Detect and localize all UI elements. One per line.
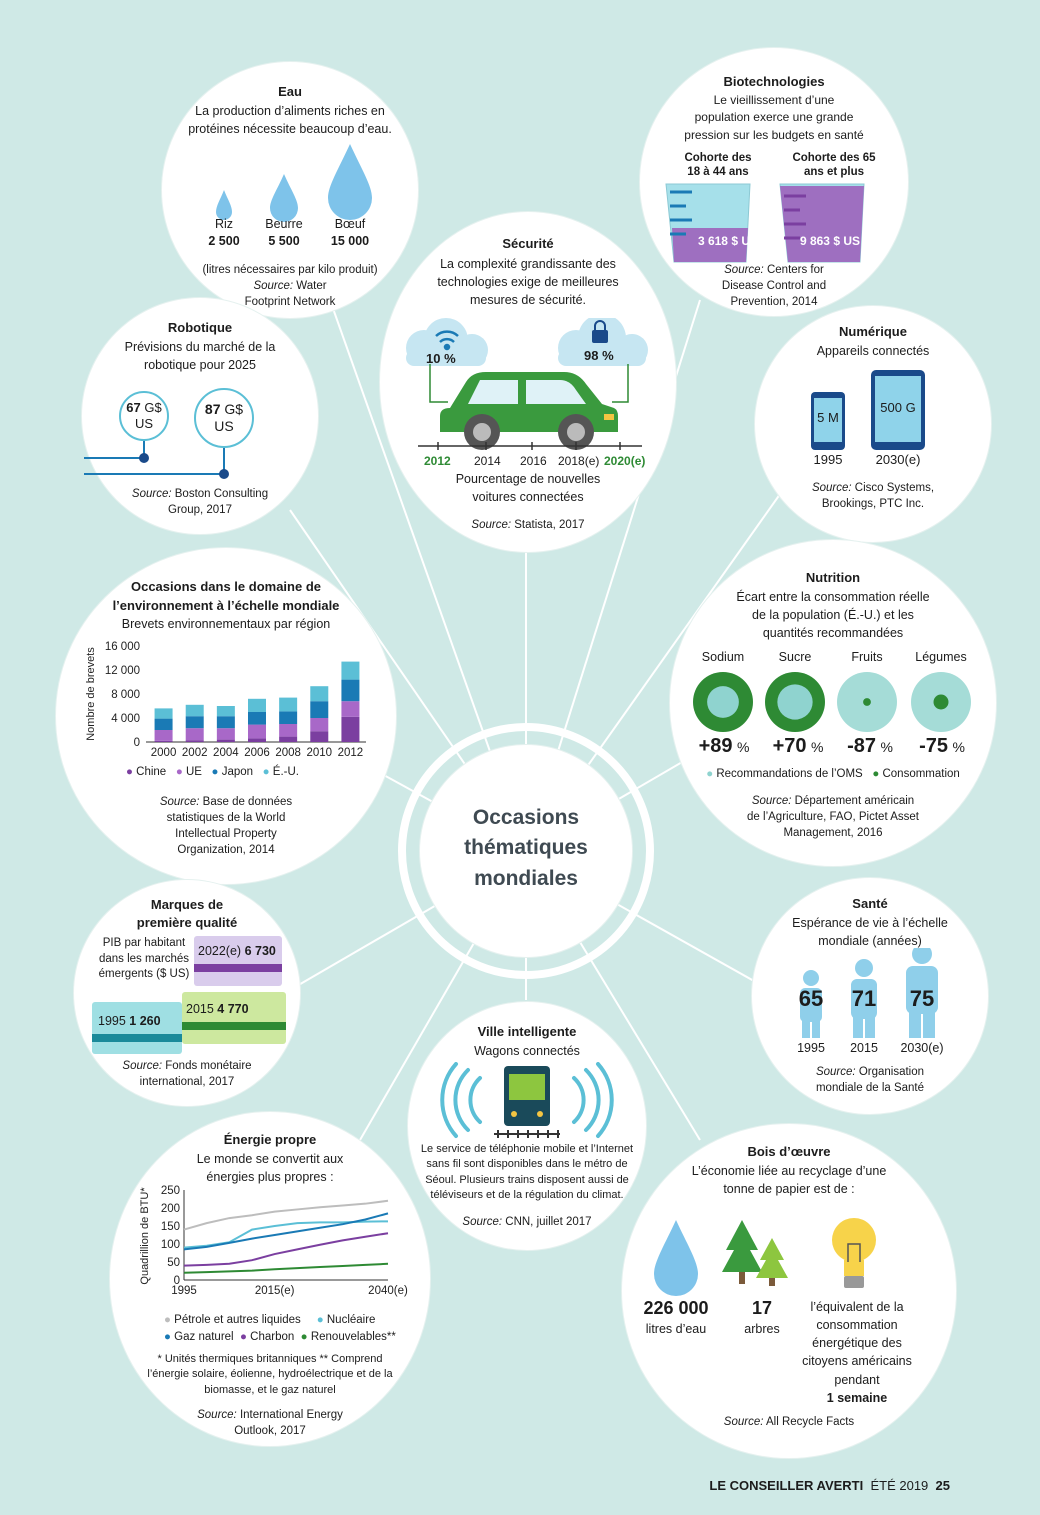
water-item-butter: Beurre 5 500	[265, 217, 303, 248]
center-circle	[420, 745, 632, 957]
bar-2002-UE	[186, 728, 204, 740]
line-Charbon	[184, 1233, 388, 1265]
nutrition-circle	[670, 540, 996, 866]
device1-year: 1995	[813, 452, 843, 467]
y-tick-label: 4 000	[111, 713, 140, 725]
signal-icon-left	[442, 1064, 480, 1136]
brands-body: PIB par habitant dans les marchés émergents ($ US)	[98, 937, 190, 981]
wood-energy-text: l’équivalent de la consommation énergétique des citoyens américains pendant 1 semaine	[802, 1300, 912, 1405]
x-tick-label: 2004	[213, 747, 239, 759]
energy-title: Énergie propre	[223, 1132, 317, 1147]
security-title: Sécurité	[502, 236, 554, 251]
bar-2008-É.-U.	[279, 698, 297, 712]
brands-card-2015: 2015 4 770	[182, 992, 286, 1044]
security-body: La complexité grandissante des technologies exige de meilleures mesures de sécurité.	[437, 257, 619, 308]
bar-2000-Japon	[155, 719, 173, 730]
bar-2000-É.-U.	[155, 708, 173, 718]
energy-chart	[110, 1182, 430, 1302]
robotics-value-1: 67 G$ US	[126, 400, 162, 431]
brands-card-1995: 1995 1 260	[92, 1002, 182, 1054]
environment-title: Occasions dans le domaine de l’environnement à l’échelle mondiale	[112, 579, 340, 613]
bar-2012-Chine	[341, 717, 359, 742]
x-tick-label: 2000	[150, 747, 177, 759]
car-icon	[440, 372, 618, 450]
x-tick-label: 2015(e)	[254, 1285, 295, 1297]
robotics-source: Source: Boston Consulting Group, 2017	[131, 488, 269, 517]
bar-2006-Japon	[248, 712, 266, 725]
energy-note: * Unités thermiques britanniques ** Comprend l’énergie solaire, éolienne, hydroélectrique et de la biomasse, et le gaz naturel	[147, 1353, 393, 1396]
consumption-dot-Fruits	[863, 698, 871, 706]
nutrition-label-sodium: Sodium	[701, 650, 745, 664]
bar-2002-É.-U.	[186, 705, 204, 716]
legend-eu: É.-U.	[272, 766, 299, 778]
drop-icon-large	[328, 144, 372, 220]
health-year-1995: 1995	[797, 1041, 825, 1055]
wood-water-label: litres d’eau	[645, 1322, 707, 1336]
bar-2010-Chine	[310, 731, 328, 742]
device2-year: 2030(e)	[875, 452, 921, 467]
bar-2012-Japon	[341, 680, 359, 702]
biotech-body: Le vieillissement d’une population exerce une grande pression sur les budgets en santé	[684, 93, 864, 142]
robotics-value-2: 87 G$ US	[204, 401, 244, 434]
wood-body: L’économie liée au recyclage d’une tonne de papier est de :	[691, 1164, 887, 1197]
line-Nucléaire	[184, 1221, 388, 1247]
robotics-title: Robotique	[167, 320, 233, 335]
bar-2008-Chine	[279, 737, 297, 742]
smart-city-body: Le service de téléphonie mobile et l’Internet sans fil sont disponibles dans le métro de Séoul. Plusieurs trains disposent aussi de téléviseurs et de la régulation du climat.	[420, 1143, 634, 1202]
nutrition-rings	[670, 668, 996, 738]
bar-2000-Chine	[155, 741, 173, 742]
center-title: Occasions thématiques mondiales	[464, 806, 588, 890]
biotech-beakers	[664, 182, 894, 268]
bar-2012-É.-U.	[341, 662, 359, 680]
bar-2010-É.-U.	[310, 686, 328, 701]
environment-subtitle: Brevets environnementaux par région	[121, 617, 331, 631]
trees-icon	[722, 1220, 788, 1286]
biotech-title: Biotechnologies	[723, 74, 825, 89]
page-footer: LE CONSEILLER AVERTI ÉTÉ 2019 25	[709, 1478, 950, 1493]
energy-circle	[110, 1112, 430, 1446]
cohort1-label: Cohorte des 18 à 44 ans	[684, 152, 752, 178]
x-tick-label: 2008	[275, 747, 301, 759]
y-axis-label: Quadrillion de BTU*	[139, 1187, 151, 1285]
nutrition-value-legumes: -75 %	[919, 735, 965, 757]
health-source: Source: Organisation mondiale de la Santé	[815, 1066, 925, 1095]
nutrition-source: Source: Département américain de l’Agriculture, FAO, Pictet Asset Management, 2016	[747, 795, 919, 840]
security-caption: Pourcentage de nouvelles voitures connectées	[455, 472, 601, 505]
device1-value: 5 M	[817, 410, 839, 425]
health-year-2015: 2015	[850, 1041, 878, 1055]
x-tick-label: 2040(e)	[368, 1285, 408, 1297]
drop-icon-medium	[270, 174, 298, 222]
environment-circle	[56, 548, 396, 884]
security-year-2020: 2020(e)	[604, 454, 646, 468]
bar-2006-UE	[248, 725, 266, 739]
device2-value: 500 G	[880, 400, 916, 415]
security-car-graphic	[380, 318, 676, 468]
bar-2004-Chine	[217, 740, 235, 742]
legend-chine: Chine	[136, 766, 167, 778]
drop-icon	[654, 1220, 698, 1296]
nutrition-value-sodium: +89 %	[698, 735, 750, 757]
health-body: Espérance de vie à l’échelle mondiale (années)	[792, 916, 948, 949]
wood-water-value: 226 000	[643, 1298, 709, 1318]
y-tick-label: 50	[167, 1257, 180, 1269]
security-value-2020: 98 %	[584, 348, 614, 363]
environment-source: Source: Base de données statistiques de la World Intellectual Property Organization, 2014	[159, 796, 293, 857]
nutrition-value-sucre: +70 %	[772, 735, 824, 757]
y-tick-label: 250	[160, 1185, 180, 1197]
smart-city-train	[408, 1062, 646, 1148]
bar-2000-UE	[155, 730, 173, 741]
y-tick-label: 100	[160, 1239, 180, 1251]
biotech-circle	[640, 48, 908, 316]
consumption-dot-Légumes	[934, 695, 949, 710]
legend-japon: Japon	[221, 766, 254, 778]
digital-title: Numérique	[839, 324, 907, 339]
health-circle	[752, 878, 988, 1114]
drop-icon-small	[216, 190, 232, 220]
wood-graphics	[622, 1216, 956, 1296]
bar-2008-Japon	[279, 711, 297, 724]
x-tick-label: 1995	[171, 1285, 197, 1297]
y-axis-label: Nombre de brevets	[85, 647, 97, 741]
bar-2004-Japon	[217, 716, 235, 728]
nutrition-label-sucre: Sucre	[778, 650, 812, 664]
health-value-2030: 75	[909, 986, 935, 1011]
y-tick-label: 200	[160, 1203, 180, 1215]
security-source: Source: Statista, 2017	[471, 519, 585, 531]
energy-legend: ● Pétrole et autres liquides ● Nucléaire ● Gaz naturel ● Charbon ● Renouvelables**	[164, 1314, 396, 1344]
water-drops	[162, 142, 418, 222]
y-tick-label: 16 000	[104, 641, 140, 653]
environment-legend: ● Chine ● UE ● Japon ● É.-U.	[126, 766, 299, 778]
cohort1-value: 3 618 $ US	[697, 234, 758, 248]
bar-2002-Chine	[186, 740, 204, 742]
brands-title: Marques de première qualité	[136, 897, 238, 930]
security-year-2016: 2016	[520, 454, 547, 468]
y-tick-label: 8 000	[111, 689, 140, 701]
bar-2010-Japon	[310, 701, 328, 718]
brands-card-2022: 2022(e) 6 730	[194, 936, 282, 986]
bar-2006-É.-U.	[248, 699, 266, 712]
security-year-2014: 2014	[474, 454, 501, 468]
wood-trees-value: 17	[751, 1298, 773, 1318]
health-year-2030: 2030(e)	[900, 1041, 944, 1055]
digital-circle	[755, 306, 991, 542]
legend-ue: UE	[185, 766, 202, 778]
security-year-2018: 2018(e)	[558, 454, 600, 468]
health-value-1995: 65	[798, 986, 824, 1011]
smart-city-subtitle: Wagons connectés	[474, 1044, 580, 1058]
nutrition-legend: ● Recommandations de l’OMS ● Consommation	[706, 768, 960, 780]
y-tick-label: 150	[160, 1221, 180, 1233]
x-tick-label: 2012	[337, 747, 364, 759]
nutrition-label-fruits: Fruits	[851, 650, 883, 664]
lightbulb-icon	[832, 1218, 876, 1288]
y-tick-label: 0	[133, 737, 140, 749]
nutrition-body: Écart entre la consommation réelle de la population (É.-U.) et les quantités recommandées	[736, 590, 930, 641]
water-body: La production d’aliments riches en protéines nécessite beaucoup d’eau.	[188, 104, 392, 137]
wood-trees-label: arbres	[744, 1322, 780, 1336]
wood-circle	[622, 1124, 956, 1458]
wood-source: Source: All Recycle Facts	[723, 1416, 855, 1428]
x-tick-label: 2010	[306, 747, 333, 759]
health-value-2015: 71	[851, 986, 877, 1011]
train-icon	[494, 1066, 560, 1138]
security-year-2012: 2012	[424, 454, 451, 468]
brands-source: Source: Fonds monétaire international, 2017	[122, 1060, 252, 1089]
robotics-circle	[82, 298, 318, 534]
wood-title: Bois d’œuvre	[747, 1144, 831, 1159]
nutrition-value-fruits: -87 %	[847, 735, 893, 757]
water-source: (litres nécessaires par kilo produit) Source: Water Footprint Network	[202, 264, 378, 309]
y-tick-label: 12 000	[104, 665, 140, 677]
bar-2006-Chine	[248, 738, 266, 742]
energy-body: Le monde se convertit aux énergies plus propres :	[196, 1152, 344, 1185]
bar-2002-Japon	[186, 716, 204, 728]
y-tick-label: 0	[173, 1275, 180, 1287]
x-tick-label: 2006	[244, 747, 270, 759]
signal-icon-right	[574, 1064, 612, 1136]
bar-2012-UE	[341, 701, 359, 717]
smart-city-source: Source: CNN, juillet 2017	[462, 1216, 592, 1228]
energy-source: Source: International Energy Outlook, 2017	[197, 1409, 343, 1438]
security-value-2012: 10 %	[426, 351, 456, 366]
brands-circle	[74, 880, 300, 1106]
nutrition-title: Nutrition	[805, 570, 861, 585]
bar-2008-UE	[279, 724, 297, 737]
robotics-body: Prévisions du marché de la robotique pour 2025	[124, 340, 276, 373]
x-tick-label: 2002	[181, 747, 208, 759]
water-title: Eau	[278, 84, 302, 99]
digital-body: Appareils connectés	[816, 344, 930, 358]
bar-2010-UE	[310, 718, 328, 731]
biotech-source: Source: Centers for Disease Control and Prevention, 2014	[721, 264, 827, 309]
digital-source: Source: Cisco Systems, Brookings, PTC Inc.	[811, 482, 935, 511]
smart-city-circle	[408, 1002, 646, 1250]
nutrition-label-legumes: Légumes	[915, 650, 967, 664]
cohort2-value: 9 863 $ US	[799, 234, 860, 248]
smart-city-title: Ville intelligente	[477, 1024, 577, 1039]
security-circle	[380, 212, 676, 552]
health-title: Santé	[852, 896, 888, 911]
cohort2-label: Cohorte des 65 ans et plus	[792, 152, 876, 178]
bar-2004-É.-U.	[217, 706, 235, 716]
bar-2004-UE	[217, 728, 235, 739]
water-item-rice: Riz 2 500	[208, 217, 240, 248]
water-item-beef: Bœuf 15 000	[330, 217, 370, 248]
